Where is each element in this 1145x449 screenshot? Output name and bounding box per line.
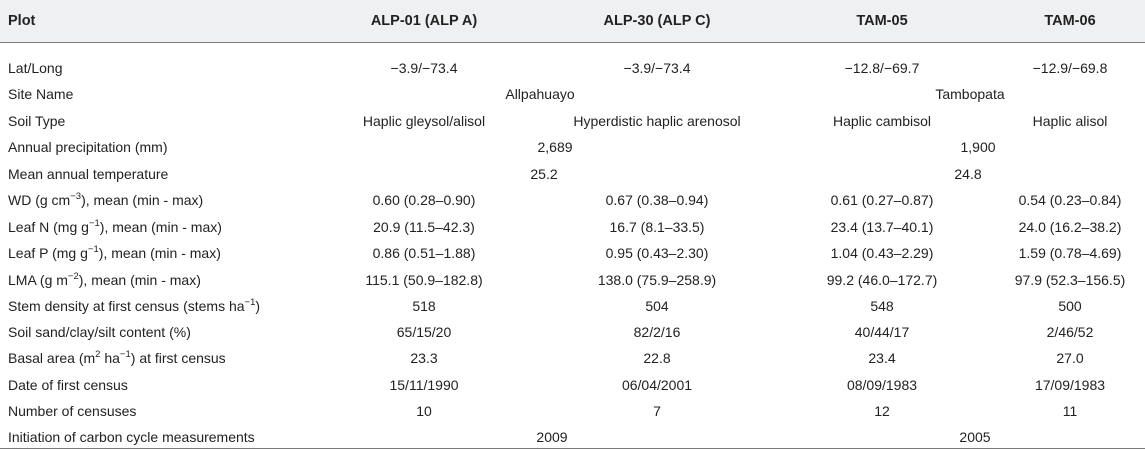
lma-alp01: 115.1 (50.9–182.8) — [365, 272, 483, 288]
soil-tam06: Haplic alisol — [1032, 113, 1108, 129]
leafn-tam05: 23.4 (13.7–40.1) — [830, 219, 934, 235]
wd-tam05: 0.61 (0.27–0.87) — [830, 192, 934, 208]
temp-allpahuayo: 25.2 — [530, 166, 558, 182]
row-label-stem: Stem density at first census (stems $ha^{-1}$) — [8, 297, 261, 314]
leafn-alp30: 16.7 (8.1–33.5) — [609, 219, 705, 235]
precip-allpahuayo: 2,689 — [537, 139, 573, 155]
leafp-alp01: 0.86 (0.51–1.88) — [372, 245, 476, 261]
row-label-basal: Basal area ($m^2$ $ha^{-1}$) at first census — [8, 349, 226, 366]
basal-tam05: 23.4 — [868, 350, 896, 366]
ncens-alp30: 7 — [653, 403, 661, 419]
lma-tam06: 97.9 (52.3–156.5) — [1014, 272, 1126, 288]
row-label-leafp: Leaf P (mg $g^{-1}$), mean (min - max) — [8, 244, 221, 261]
latlong-tam05: −12.8/−69.7 — [844, 60, 920, 76]
row-label-date: Date of first census — [8, 377, 128, 393]
row-label-soil: Soil Type — [8, 113, 66, 129]
header-tam06: TAM-06 — [1044, 13, 1096, 29]
row-label-carbon: Initiation of carbon cycle measurements — [8, 429, 255, 445]
temp-tambopata: 24.8 — [954, 166, 982, 182]
row-label-lma: LMA (g $m^{-2}$), mean (min - max) — [8, 271, 201, 288]
soil-tam05: Haplic cambisol — [832, 113, 932, 129]
date-alp30: 06/04/2001 — [621, 377, 693, 393]
site-allpahuayo: Allpahuayo — [505, 86, 575, 102]
date-tam05: 08/09/1983 — [846, 377, 918, 393]
lma-alp30: 138.0 (75.9–258.9) — [597, 272, 717, 288]
row-label-ncens: Number of censuses — [8, 403, 137, 419]
sand-tam05: 40/44/17 — [854, 324, 910, 340]
row-label-site: Site Name — [8, 86, 74, 102]
latlong-alp01: −3.9/−73.4 — [390, 60, 458, 76]
leafp-tam06: 1.59 (0.78–4.69) — [1018, 245, 1122, 261]
wd-alp01: 0.60 (0.28–0.90) — [372, 192, 476, 208]
ncens-tam05: 12 — [874, 403, 890, 419]
basal-tam06: 27.0 — [1056, 350, 1084, 366]
stem-tam06: 500 — [1058, 298, 1082, 314]
leafp-tam05: 1.04 (0.43–2.29) — [830, 245, 934, 261]
sand-alp30: 82/2/16 — [633, 324, 681, 340]
date-alp01: 15/11/1990 — [389, 377, 459, 393]
leafp-alp30: 0.95 (0.43–2.30) — [605, 245, 709, 261]
lma-tam05: 99.2 (46.0–172.7) — [826, 272, 938, 288]
stem-tam05: 548 — [870, 298, 894, 314]
date-tam06: 17/09/1983 — [1034, 377, 1106, 393]
leafn-alp01: 20.9 (11.5–42.3) — [373, 219, 475, 235]
ncens-tam06: 11 — [1062, 403, 1078, 419]
latlong-alp30: −3.9/−73.4 — [623, 60, 691, 76]
ncens-alp01: 10 — [416, 403, 432, 419]
header-tam05: TAM-05 — [856, 13, 908, 29]
carbon-allpahuayo: 2009 — [536, 429, 568, 445]
sand-alp01: 65/15/20 — [396, 324, 452, 340]
header-plot: Plot — [8, 13, 36, 29]
row-label-precip: Annual precipitation (mm) — [8, 139, 168, 155]
row-label-leafn: Leaf N (mg $g^{-1}$), mean (min - max) — [8, 218, 222, 235]
row-label-sand: Soil sand/clay/silt content (%) — [8, 324, 191, 340]
wd-tam06: 0.54 (0.23–0.84) — [1018, 192, 1122, 208]
row-label-latlong: Lat/Long — [8, 60, 63, 76]
row-label-wd: WD (g $cm^{-3}$), mean (min - max) — [8, 191, 204, 208]
header-alp30: ALP-30 (ALP C) — [603, 13, 711, 29]
header-alp01: ALP-01 (ALP A) — [370, 13, 478, 29]
stem-alp30: 504 — [645, 298, 669, 314]
soil-alp01: Haplic gleysol/alisol — [362, 113, 486, 129]
precip-tambopata: 1,900 — [960, 139, 996, 155]
basal-alp30: 22.8 — [643, 350, 671, 366]
row-label-temp: Mean annual temperature — [8, 166, 169, 182]
basal-alp01: 23.3 — [410, 350, 438, 366]
leafn-tam06: 24.0 (16.2–38.2) — [1018, 219, 1122, 235]
soil-alp30: Hyperdistic haplic arenosol — [573, 113, 741, 129]
header-divider — [0, 42, 1145, 43]
carbon-tambopata: 2005 — [959, 429, 991, 445]
latlong-tam06: −12.9/−69.8 — [1032, 60, 1108, 76]
table-header — [0, 0, 1145, 42]
sand-tam06: 2/46/52 — [1046, 324, 1094, 340]
stem-alp01: 518 — [412, 298, 436, 314]
site-tambopata: Tambopata — [935, 86, 1005, 102]
wd-alp30: 0.67 (0.38–0.94) — [605, 192, 709, 208]
